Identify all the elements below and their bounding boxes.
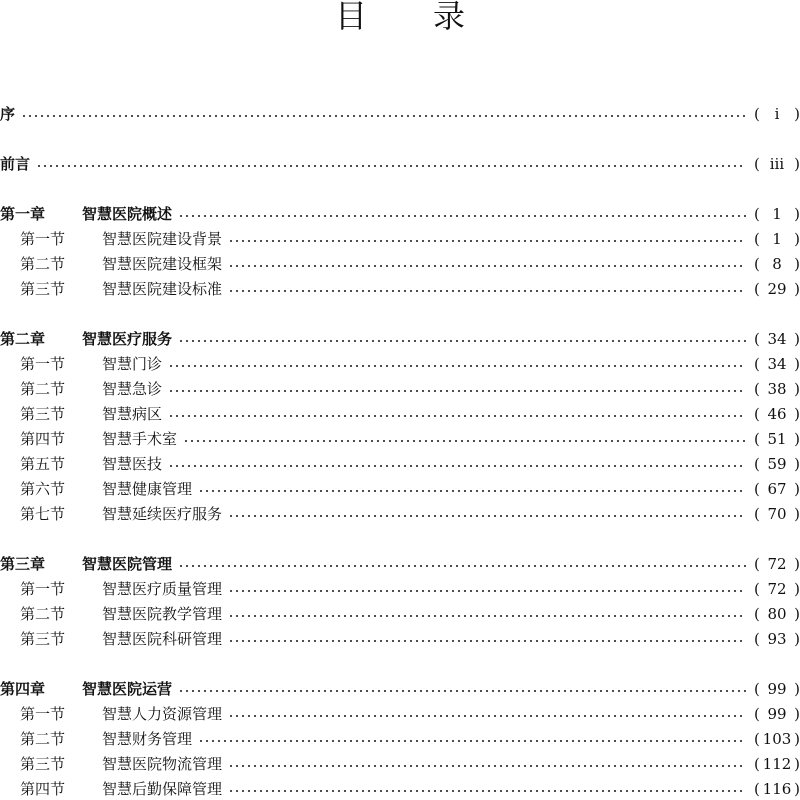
page-reference bbox=[754, 328, 800, 350]
chapter-number: 第三章 bbox=[0, 555, 46, 573]
toc-section-entry[interactable] bbox=[0, 628, 800, 650]
close-paren: ) bbox=[794, 630, 800, 648]
dot-leader bbox=[178, 690, 746, 692]
page-number: 59 bbox=[767, 455, 787, 473]
open-paren: ( bbox=[754, 380, 760, 398]
toc-section-entry[interactable] bbox=[0, 578, 800, 600]
open-paren: ( bbox=[754, 780, 760, 798]
page-number: 29 bbox=[767, 280, 787, 298]
toc-section-entry[interactable] bbox=[0, 428, 800, 450]
dot-leader bbox=[168, 365, 746, 367]
close-paren: ) bbox=[794, 505, 800, 523]
section-title: 智慧医院建设框架 bbox=[102, 255, 223, 273]
section-number: 第一节 bbox=[20, 230, 66, 248]
page-reference bbox=[754, 728, 800, 750]
close-paren: ) bbox=[794, 330, 800, 348]
entry-label bbox=[0, 628, 222, 650]
open-paren: ( bbox=[754, 255, 760, 273]
toc-section-entry[interactable] bbox=[0, 778, 800, 800]
toc-section-entry[interactable] bbox=[0, 753, 800, 775]
dot-leader bbox=[228, 715, 746, 717]
open-paren: ( bbox=[754, 580, 760, 598]
close-paren: ) bbox=[794, 280, 800, 298]
dot-leader bbox=[228, 265, 746, 267]
page-reference bbox=[754, 278, 800, 300]
close-paren: ) bbox=[794, 430, 800, 448]
page-reference bbox=[754, 228, 800, 250]
page-reference bbox=[754, 403, 800, 425]
entry-label bbox=[0, 428, 177, 450]
section-number: 第一节 bbox=[20, 355, 66, 373]
chapter-title: 智慧医院运营 bbox=[82, 680, 173, 698]
page-reference bbox=[754, 753, 800, 775]
entry-label bbox=[0, 403, 162, 425]
toc-section-entry[interactable] bbox=[0, 403, 800, 425]
toc-chapter-entry[interactable] bbox=[0, 203, 800, 225]
section-title: 智慧健康管理 bbox=[102, 480, 193, 498]
page-number: 67 bbox=[767, 480, 787, 498]
toc-section-entry[interactable] bbox=[0, 503, 800, 525]
close-paren: ) bbox=[794, 755, 800, 773]
entry-label bbox=[0, 153, 30, 175]
chapter-title: 序 bbox=[0, 105, 16, 123]
dot-leader bbox=[228, 515, 746, 517]
entry-label bbox=[0, 703, 222, 725]
entry-label bbox=[0, 103, 15, 125]
page-reference bbox=[754, 503, 800, 525]
close-paren: ) bbox=[794, 405, 800, 423]
toc-title-left-char: 目 bbox=[334, 0, 367, 35]
dot-leader bbox=[228, 240, 746, 242]
toc-section-entry[interactable] bbox=[0, 603, 800, 625]
section-title: 智慧医院物流管理 bbox=[102, 755, 223, 773]
close-paren: ) bbox=[794, 730, 800, 748]
open-paren: ( bbox=[754, 405, 760, 423]
close-paren: ) bbox=[794, 105, 800, 123]
open-paren: ( bbox=[754, 605, 760, 623]
section-number: 第二节 bbox=[20, 380, 66, 398]
entry-label bbox=[0, 453, 162, 475]
open-paren: ( bbox=[754, 730, 760, 748]
page-number: 34 bbox=[767, 330, 787, 348]
entry-label bbox=[0, 203, 172, 225]
close-paren: ) bbox=[794, 480, 800, 498]
page-number: 93 bbox=[767, 630, 787, 648]
page-reference bbox=[754, 253, 800, 275]
section-number: 第二节 bbox=[20, 255, 66, 273]
section-title: 智慧延续医疗服务 bbox=[102, 505, 223, 523]
entry-label bbox=[0, 503, 222, 525]
open-paren: ( bbox=[754, 330, 760, 348]
page-reference bbox=[754, 203, 800, 225]
entry-label bbox=[0, 578, 222, 600]
close-paren: ) bbox=[794, 380, 800, 398]
section-title: 智慧后勤保障管理 bbox=[102, 780, 223, 798]
dot-leader bbox=[178, 565, 746, 567]
page-reference bbox=[754, 378, 800, 400]
page-number: ⅰ bbox=[774, 105, 780, 123]
entry-label bbox=[0, 378, 162, 400]
section-title: 智慧人力资源管理 bbox=[102, 705, 223, 723]
close-paren: ) bbox=[794, 705, 800, 723]
section-title: 智慧医院教学管理 bbox=[102, 605, 223, 623]
open-paren: ( bbox=[754, 555, 760, 573]
toc-section-entry[interactable] bbox=[0, 253, 800, 275]
page-reference bbox=[754, 778, 800, 800]
section-number: 第一节 bbox=[20, 580, 66, 598]
page-number: 8 bbox=[772, 255, 782, 273]
chapter-number: 第四章 bbox=[0, 680, 46, 698]
section-title: 智慧医院建设背景 bbox=[102, 230, 223, 248]
entry-label bbox=[0, 553, 172, 575]
toc-title bbox=[0, 0, 800, 40]
close-paren: ) bbox=[794, 255, 800, 273]
section-number: 第三节 bbox=[20, 755, 66, 773]
page-reference bbox=[754, 603, 800, 625]
page-number: 34 bbox=[767, 355, 787, 373]
close-paren: ) bbox=[794, 555, 800, 573]
entry-label bbox=[0, 228, 222, 250]
dot-leader bbox=[178, 215, 746, 217]
section-title: 智慧医院科研管理 bbox=[102, 630, 223, 648]
page-number: 80 bbox=[767, 605, 787, 623]
open-paren: ( bbox=[754, 280, 760, 298]
dot-leader bbox=[228, 615, 746, 617]
dot-leader bbox=[36, 165, 746, 167]
toc-title-right-char: 录 bbox=[433, 0, 466, 35]
page-number: 46 bbox=[767, 405, 787, 423]
page-number: ⅲ bbox=[769, 155, 785, 173]
dot-leader bbox=[168, 415, 746, 417]
section-number: 第三节 bbox=[20, 405, 66, 423]
toc-section-entry[interactable] bbox=[0, 453, 800, 475]
section-number: 第六节 bbox=[20, 480, 66, 498]
close-paren: ) bbox=[794, 605, 800, 623]
entry-label bbox=[0, 353, 162, 375]
open-paren: ( bbox=[754, 105, 760, 123]
section-title: 智慧手术室 bbox=[102, 430, 178, 448]
section-number: 第七节 bbox=[20, 505, 66, 523]
open-paren: ( bbox=[754, 680, 760, 698]
entry-label bbox=[0, 328, 172, 350]
open-paren: ( bbox=[754, 755, 760, 773]
entry-label bbox=[0, 603, 222, 625]
section-number: 第三节 bbox=[20, 280, 66, 298]
toc-chapter-entry[interactable] bbox=[0, 553, 800, 575]
page-number: 1 bbox=[772, 230, 782, 248]
page-number: 99 bbox=[767, 680, 787, 698]
page-reference bbox=[754, 353, 800, 375]
open-paren: ( bbox=[754, 230, 760, 248]
page-number: 116 bbox=[762, 780, 792, 798]
section-title: 智慧门诊 bbox=[102, 355, 163, 373]
page-number: 1 bbox=[772, 205, 782, 223]
page-number: 38 bbox=[767, 380, 787, 398]
dot-leader bbox=[228, 590, 746, 592]
open-paren: ( bbox=[754, 505, 760, 523]
page-reference bbox=[754, 153, 800, 175]
open-paren: ( bbox=[754, 430, 760, 448]
toc-section-entry[interactable] bbox=[0, 228, 800, 250]
dot-leader bbox=[228, 640, 746, 642]
section-number: 第五节 bbox=[20, 455, 66, 473]
page-reference bbox=[754, 478, 800, 500]
page-number: 72 bbox=[767, 555, 787, 573]
entry-label bbox=[0, 753, 222, 775]
page-reference bbox=[754, 453, 800, 475]
page-number: 99 bbox=[767, 705, 787, 723]
section-number: 第三节 bbox=[20, 630, 66, 648]
page-reference bbox=[754, 703, 800, 725]
dot-leader bbox=[178, 340, 746, 342]
dot-leader bbox=[228, 290, 746, 292]
entry-label bbox=[0, 678, 172, 700]
chapter-title: 前言 bbox=[0, 155, 31, 173]
section-title: 智慧财务管理 bbox=[102, 730, 193, 748]
page-number: 70 bbox=[767, 505, 787, 523]
chapter-title: 智慧医院管理 bbox=[82, 555, 173, 573]
toc-chapter-entry[interactable] bbox=[0, 328, 800, 350]
page-number: 72 bbox=[767, 580, 787, 598]
open-paren: ( bbox=[754, 480, 760, 498]
page-reference bbox=[754, 428, 800, 450]
chapter-number: 第一章 bbox=[0, 205, 46, 223]
page-number: 103 bbox=[762, 730, 792, 748]
entry-label bbox=[0, 478, 192, 500]
page-reference bbox=[754, 578, 800, 600]
section-number: 第一节 bbox=[20, 705, 66, 723]
page-reference bbox=[754, 103, 800, 125]
section-title: 智慧急诊 bbox=[102, 380, 163, 398]
dot-leader bbox=[21, 115, 746, 117]
toc-section-entry[interactable] bbox=[0, 278, 800, 300]
close-paren: ) bbox=[794, 205, 800, 223]
toc-chapter-entry[interactable] bbox=[0, 153, 800, 175]
toc-chapter-entry[interactable] bbox=[0, 103, 800, 125]
open-paren: ( bbox=[754, 355, 760, 373]
toc-section-entry[interactable] bbox=[0, 353, 800, 375]
close-paren: ) bbox=[794, 580, 800, 598]
open-paren: ( bbox=[754, 455, 760, 473]
close-paren: ) bbox=[794, 680, 800, 698]
open-paren: ( bbox=[754, 630, 760, 648]
close-paren: ) bbox=[794, 780, 800, 798]
section-title: 智慧医技 bbox=[102, 455, 163, 473]
chapter-title: 智慧医疗服务 bbox=[82, 330, 173, 348]
dot-leader bbox=[168, 465, 746, 467]
section-title: 智慧医院建设标准 bbox=[102, 280, 223, 298]
dot-leader bbox=[183, 440, 746, 442]
open-paren: ( bbox=[754, 705, 760, 723]
section-title: 智慧病区 bbox=[102, 405, 163, 423]
chapter-number: 第二章 bbox=[0, 330, 46, 348]
dot-leader bbox=[198, 740, 746, 742]
toc-section-entry[interactable] bbox=[0, 728, 800, 750]
page-number: 112 bbox=[762, 755, 792, 773]
dot-leader bbox=[198, 490, 746, 492]
page-reference bbox=[754, 678, 800, 700]
section-number: 第二节 bbox=[20, 730, 66, 748]
chapter-title: 智慧医院概述 bbox=[82, 205, 173, 223]
toc-section-entry[interactable] bbox=[0, 378, 800, 400]
entry-label bbox=[0, 253, 222, 275]
dot-leader bbox=[168, 390, 746, 392]
section-number: 第四节 bbox=[20, 430, 66, 448]
entry-label bbox=[0, 778, 222, 800]
section-number: 第二节 bbox=[20, 605, 66, 623]
close-paren: ) bbox=[794, 355, 800, 373]
page-reference bbox=[754, 628, 800, 650]
section-title: 智慧医疗质量管理 bbox=[102, 580, 223, 598]
section-number: 第四节 bbox=[20, 780, 66, 798]
close-paren: ) bbox=[794, 455, 800, 473]
toc-section-entry[interactable] bbox=[0, 703, 800, 725]
entry-label bbox=[0, 278, 222, 300]
page-number: 51 bbox=[767, 430, 787, 448]
open-paren: ( bbox=[754, 205, 760, 223]
open-paren: ( bbox=[754, 155, 760, 173]
close-paren: ) bbox=[794, 155, 800, 173]
toc-section-entry[interactable] bbox=[0, 478, 800, 500]
close-paren: ) bbox=[794, 230, 800, 248]
dot-leader bbox=[228, 765, 746, 767]
page-reference bbox=[754, 553, 800, 575]
entry-label bbox=[0, 728, 192, 750]
toc-chapter-entry[interactable] bbox=[0, 678, 800, 700]
dot-leader bbox=[228, 790, 746, 792]
